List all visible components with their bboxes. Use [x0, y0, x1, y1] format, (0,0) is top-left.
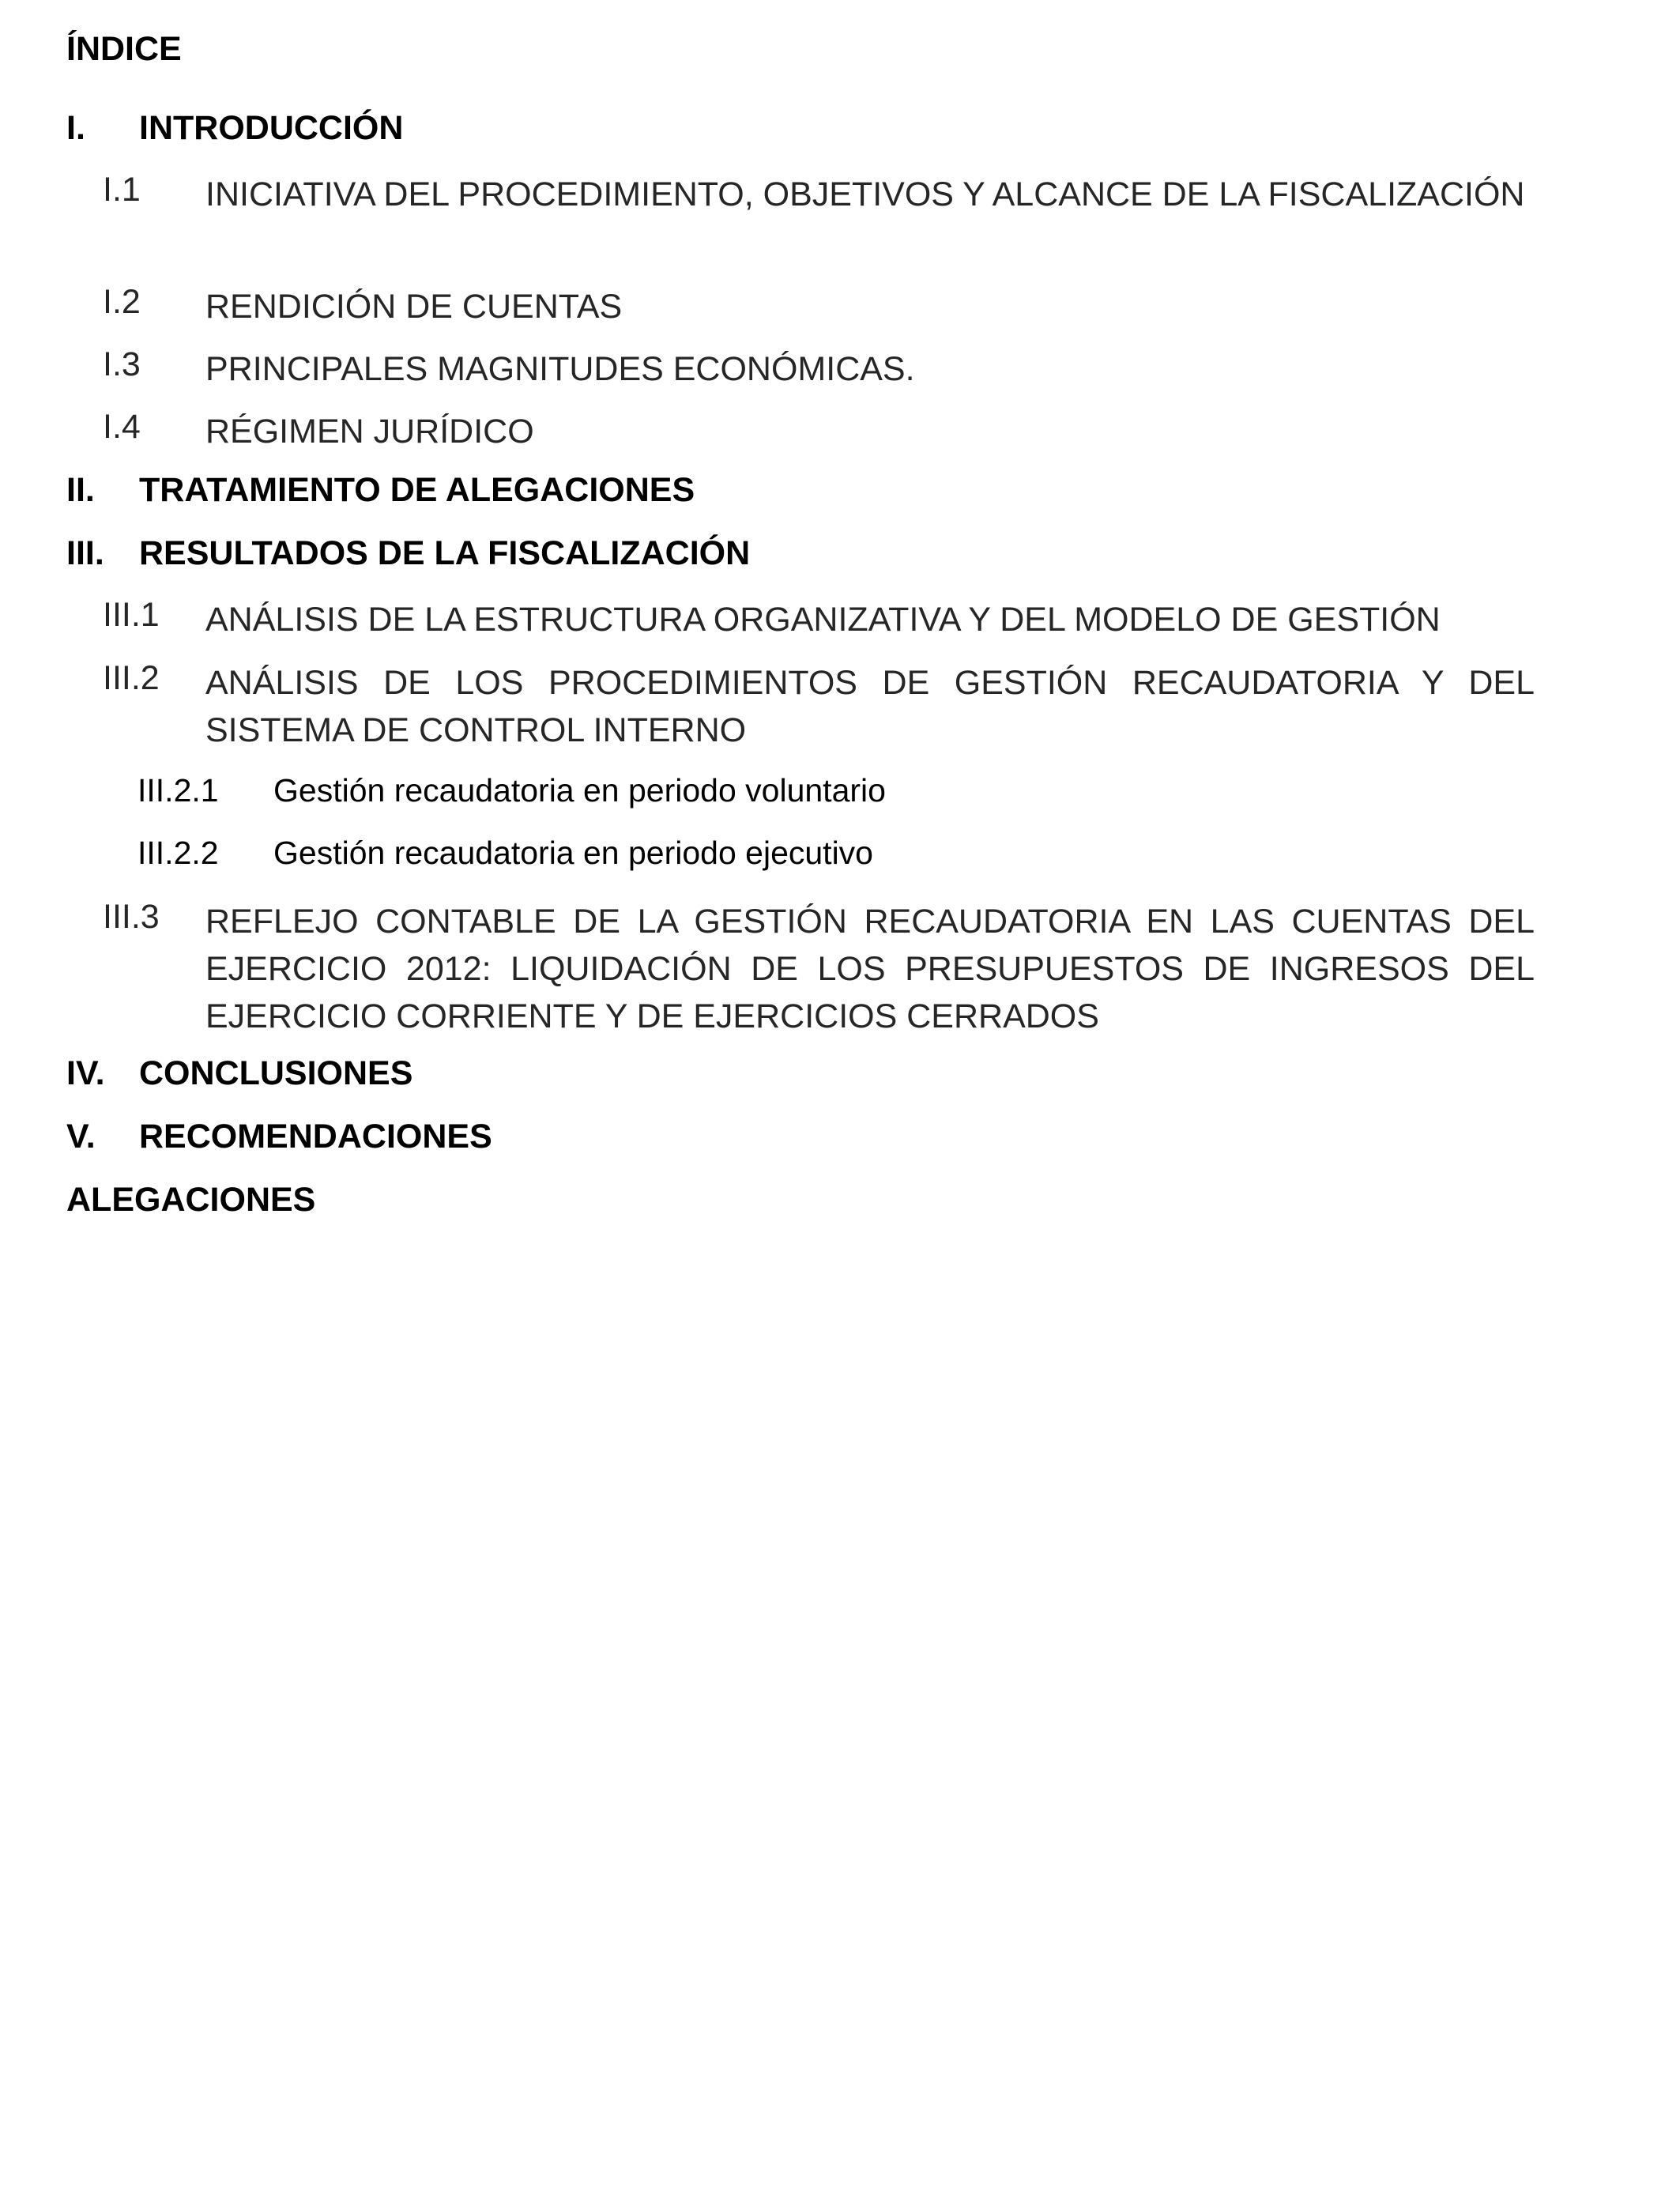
- toc-entry-number: III.2.1: [137, 772, 219, 809]
- toc-entry-number: IV.: [66, 1054, 105, 1092]
- toc-entry-number: III.3: [103, 898, 160, 936]
- toc-entry-label: RENDICIÓN DE CUENTAS: [205, 288, 623, 326]
- toc-entry-number: III.2: [103, 659, 160, 697]
- toc-entry-label: ALEGACIONES: [66, 1181, 316, 1219]
- toc-entry-label: RESULTADOS DE LA FISCALIZACIÓN: [139, 534, 751, 572]
- toc-entry-number: V.: [66, 1118, 96, 1155]
- toc-entry-number: I.: [66, 109, 85, 147]
- toc-entry-label: PRINCIPALES MAGNITUDES ECONÓMICAS.: [205, 350, 915, 388]
- toc-entry-number: I.3: [103, 345, 141, 383]
- toc-entry-label: Gestión recaudatoria en periodo voluntario: [273, 772, 886, 809]
- toc-entry-label: CONCLUSIONES: [139, 1054, 413, 1092]
- toc-entry-label: REFLEJO CONTABLE DE LA GESTIÓN RECAUDATORIA EN LAS CUENTAS DEL EJERCICIO 2012: LIQUIDACIÓN DE LOS PRESUPUESTOS DE INGRESOS DEL EJERCICIO CORRIENTE Y DE EJERCICIOS CERRADOS: [205, 903, 1535, 1035]
- toc-entry-label: RÉGIMEN JURÍDICO: [205, 413, 534, 450]
- toc-entry-number: III.2.2: [137, 835, 219, 871]
- toc-entry-number: III.1: [103, 596, 160, 634]
- toc-entry-label: INTRODUCCIÓN: [139, 109, 404, 147]
- toc-entry-label: Gestión recaudatoria en periodo ejecutivo: [273, 835, 873, 871]
- toc-entry-number: I.1: [103, 171, 141, 209]
- toc-entry-number: I.4: [103, 408, 141, 446]
- toc-entry-label: RECOMENDACIONES: [139, 1118, 492, 1155]
- toc-entry-label: ANÁLISIS DE LOS PROCEDIMIENTOS DE GESTIÓN RECAUDATORIA Y DEL SISTEMA DE CONTROL INTERNO: [205, 664, 1535, 749]
- toc-entry-number: III.: [66, 534, 104, 572]
- toc-entry-label: TRATAMIENTO DE ALEGACIONES: [139, 471, 695, 509]
- toc-entry-label: INICIATIVA DEL PROCEDIMIENTO, OBJETIVOS Y ALCANCE DE LA FISCALIZACIÓN: [205, 175, 1525, 213]
- toc-title: ÍNDICE: [66, 30, 182, 68]
- toc-entry-label: ANÁLISIS DE LA ESTRUCTURA ORGANIZATIVA Y DEL MODELO DE GESTIÓN: [205, 601, 1441, 639]
- toc-entry-number: II.: [66, 471, 95, 509]
- toc-entry-number: I.2: [103, 283, 141, 321]
